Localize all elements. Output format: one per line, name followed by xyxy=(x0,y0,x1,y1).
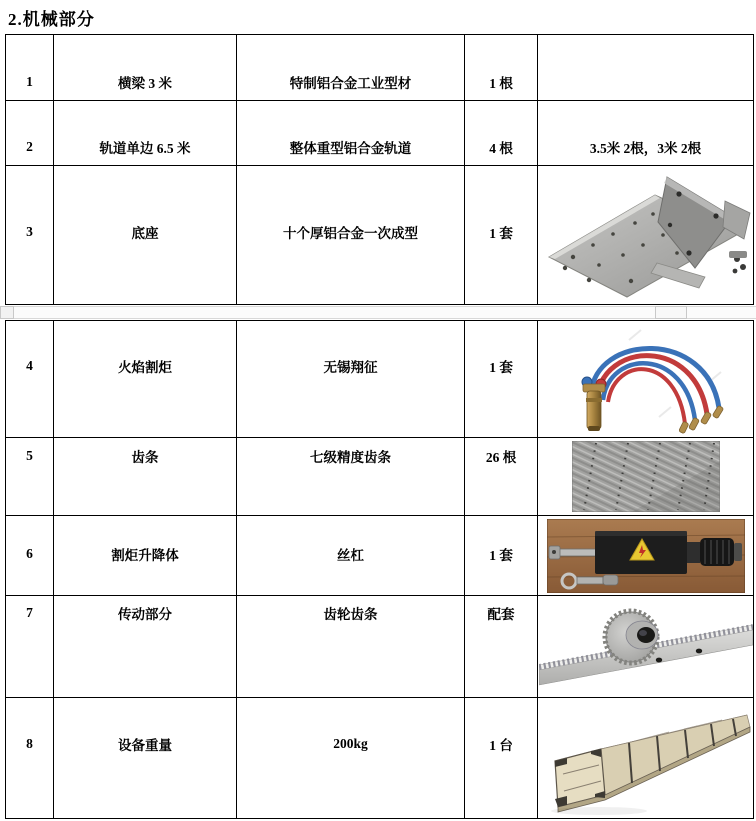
parts-table-upper xyxy=(5,34,754,305)
row-name-cell: 横梁 3 米 xyxy=(54,35,237,101)
row-desc-cell: 齿轮齿条 xyxy=(237,596,465,698)
row-qty-cell: 1 套 xyxy=(465,166,538,305)
rack-bars-photo xyxy=(572,441,720,512)
table-split-handle xyxy=(655,306,687,319)
row-name-cell: 设备重量 xyxy=(54,698,237,819)
table-row xyxy=(6,35,754,101)
row-num-cell: 1 xyxy=(6,35,54,101)
row-desc-cell: 十个厚铝合金一次成型 xyxy=(237,166,465,305)
row-num-cell: 3 xyxy=(6,166,54,305)
row-desc-cell: 200kg xyxy=(237,698,465,819)
row-num-cell: 8 xyxy=(6,698,54,819)
row-name-cell: 底座 xyxy=(54,166,237,305)
page-title: 2.机械部分 xyxy=(8,10,95,29)
page-break-band xyxy=(0,306,756,319)
row-name-cell: 割炬升降体 xyxy=(54,516,237,596)
table-row xyxy=(6,516,754,596)
row-qty-cell: 4 根 xyxy=(465,101,538,166)
row-name-cell: 齿条 xyxy=(54,438,237,516)
row-num-cell: 6 xyxy=(6,516,54,596)
gear-rack-photo xyxy=(539,597,753,696)
row-qty-cell: 26 根 xyxy=(465,438,538,516)
table-row xyxy=(6,698,754,819)
row-num-cell: 5 xyxy=(6,438,54,516)
row-photo-cell xyxy=(538,698,754,819)
row-qty-cell: 1 根 xyxy=(465,35,538,101)
cutting-torch-photo xyxy=(539,322,753,436)
packing-crate-photo xyxy=(539,699,753,817)
row-name-cell: 轨道单边 6.5 米 xyxy=(54,101,237,166)
row-name-cell: 传动部分 xyxy=(54,596,237,698)
row-qty-cell: 配套 xyxy=(465,596,538,698)
row-qty-cell: 1 套 xyxy=(465,516,538,596)
row-qty-cell: 1 套 xyxy=(465,321,538,438)
torch-lifter-photo xyxy=(547,519,745,593)
row-photo-cell xyxy=(538,438,754,516)
table-row xyxy=(6,596,754,698)
row-photo-cell xyxy=(538,166,754,305)
row-qty-cell: 1 台 xyxy=(465,698,538,819)
row-desc-cell: 特制铝合金工业型材 xyxy=(237,35,465,101)
row-desc-cell: 整体重型铝合金轨道 xyxy=(237,101,465,166)
page-break-left-handle xyxy=(0,306,14,319)
row-photo-cell xyxy=(538,321,754,438)
row-desc-cell: 无锡翔征 xyxy=(237,321,465,438)
row-photo-cell xyxy=(538,516,754,596)
row-num-cell: 4 xyxy=(6,321,54,438)
table-row xyxy=(6,438,754,516)
parts-table-lower xyxy=(5,320,754,819)
table-row xyxy=(6,321,754,438)
row-desc-cell: 七级精度齿条 xyxy=(237,438,465,516)
row-num-cell: 2 xyxy=(6,101,54,166)
row-note-cell: 3.5米 2根，3米 2根 xyxy=(538,101,754,166)
row-name-cell: 火焰割炬 xyxy=(54,321,237,438)
row-num-cell: 7 xyxy=(6,596,54,698)
base-plate-photo xyxy=(539,167,753,304)
table-row xyxy=(6,101,754,166)
row-note-cell xyxy=(538,35,754,101)
table-row xyxy=(6,166,754,305)
row-desc-cell: 丝杠 xyxy=(237,516,465,596)
row-photo-cell xyxy=(538,596,754,698)
